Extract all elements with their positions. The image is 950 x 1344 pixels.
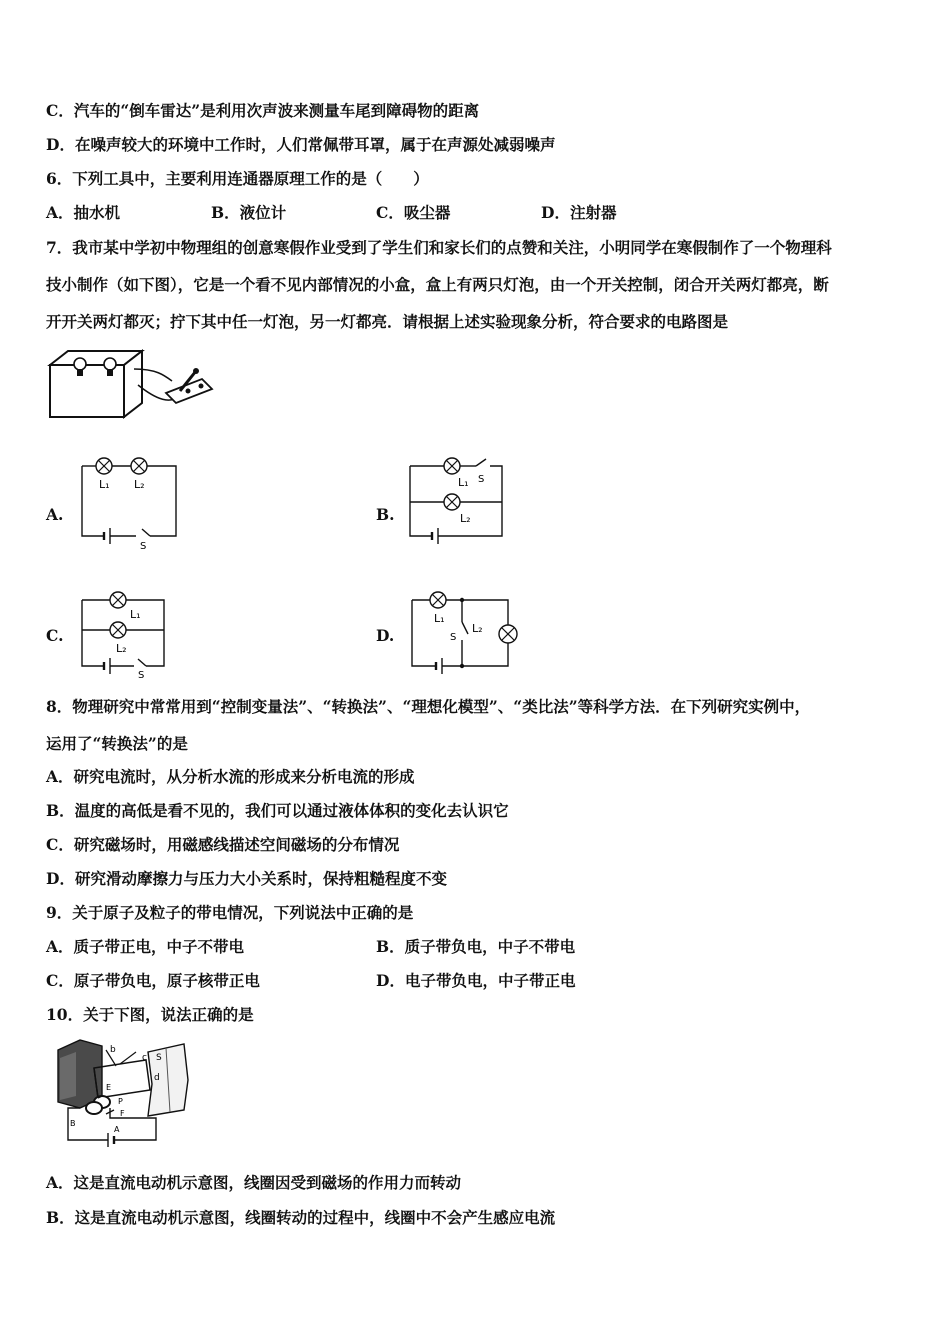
q7-stem-line2: 技小制作（如下图），它是一个看不见内部情况的小盒，盒上有两只灯泡，由一个开关控制，闭合开关两灯都亮，断 — [46, 275, 829, 294]
q7-circuit-a — [72, 452, 182, 552]
q10-label-e: E — [106, 1083, 112, 1092]
q7-stem-line3: 开开关两灯都灭；拧下其中任一灯泡，另一灯都亮．请根据上述实验现象分析，符合要求的电路图是 — [46, 312, 729, 331]
q7-b-l2-label: L₂ — [460, 512, 471, 525]
q7-c-s-label: S — [138, 670, 145, 680]
q10-label-p: P — [118, 1097, 123, 1106]
q7-stem-line1: 7．我市某中学初中物理组的创意寒假作业受到了学生们和家长们的点赞和关注，小明同学在寒假制作了一个物理科 — [46, 238, 832, 257]
q7-b-s-label: S — [478, 474, 485, 485]
q10-option-b: B．这是直流电动机示意图，线圈转动的过程中，线圈中不会产生感应电流 — [46, 1208, 556, 1227]
q10-label-f: F — [120, 1109, 125, 1118]
q7-b-l1-label: L₁ — [458, 476, 469, 489]
q7-a-l1-label: L₁ — [99, 478, 110, 491]
q10-label-c: c — [142, 1053, 147, 1063]
q10-label-b: b — [110, 1045, 116, 1055]
q7-circuit-d — [402, 588, 530, 680]
q10-label-d: d — [154, 1073, 160, 1083]
q8-stem-line2: 运用了“转换法”的是 — [46, 734, 188, 753]
q6-option-d: D．注射器 — [541, 203, 617, 222]
q6-option-a: A．抽水机 — [46, 203, 121, 222]
q7-a-l2-label: L₂ — [134, 478, 145, 491]
q7-c-l2-label: L₂ — [116, 642, 127, 655]
q7-circuit-c — [72, 588, 182, 680]
q7-circuit-b — [402, 452, 512, 552]
q10-label-bb: B — [70, 1119, 76, 1128]
q5-option-d: D．在噪声较大的环境中工作时，人们常佩带耳罩，属于在声源处减弱噪声 — [46, 135, 556, 154]
q7-d-l1-label: L₁ — [434, 612, 445, 625]
q8-option-d: D．研究滑动摩擦力与压力大小关系时，保持粗糙程度不变 — [46, 869, 447, 888]
q9-option-b: B．质子带负电，中子不带电 — [376, 937, 576, 956]
q8-option-b: B．温度的高低是看不见的，我们可以通过液体体积的变化去认识它 — [46, 801, 509, 820]
q7-box-figure — [46, 345, 216, 427]
q7-option-d-label: D. — [376, 626, 395, 645]
q9-option-c: C．原子带负电，原子核带正电 — [46, 971, 260, 990]
q8-stem-line1: 8．物理研究中常常用到“控制变量法”、“转换法”、“理想化模型”、“类比法”等科学方法．在下列研究实例中， — [46, 697, 811, 716]
q9-option-d: D．电子带负电，中子带正电 — [376, 971, 576, 990]
q10-motor-figure — [50, 1038, 195, 1150]
q6-option-c: C．吸尘器 — [376, 203, 451, 222]
q7-d-s-label: S — [450, 632, 457, 643]
q10-option-a: A．这是直流电动机示意图，线圈因受到磁场的作用力而转动 — [46, 1173, 462, 1192]
q7-c-l1-label: L₁ — [130, 608, 141, 621]
q9-option-a: A．质子带正电，中子不带电 — [46, 937, 245, 956]
q10-stem: 10．关于下图，说法正确的是 — [46, 1005, 254, 1024]
q7-a-s-label: S — [140, 541, 147, 552]
q7-d-l2-label: L₂ — [472, 622, 483, 635]
q8-option-c: C．研究磁场时，用磁感线描述空间磁场的分布情况 — [46, 835, 400, 854]
q5-option-c: C．汽车的“倒车雷达”是利用次声波来测量车尾到障碍物的距离 — [46, 101, 480, 120]
q9-stem: 9．关于原子及粒子的带电情况，下列说法中正确的是 — [46, 903, 414, 922]
q6-stem: 6．下列工具中，主要利用连通器原理工作的是（ ） — [46, 169, 429, 188]
q6-option-b: B．液位计 — [211, 203, 287, 222]
q10-label-s: S — [156, 1053, 162, 1063]
q8-option-a: A．研究电流时，从分析水流的形成来分析电流的形成 — [46, 767, 415, 786]
q7-option-a-label: A. — [46, 505, 64, 524]
q10-label-a: A — [114, 1125, 120, 1134]
q7-option-c-label: C. — [46, 626, 64, 645]
q7-option-b-label: B. — [376, 505, 395, 524]
